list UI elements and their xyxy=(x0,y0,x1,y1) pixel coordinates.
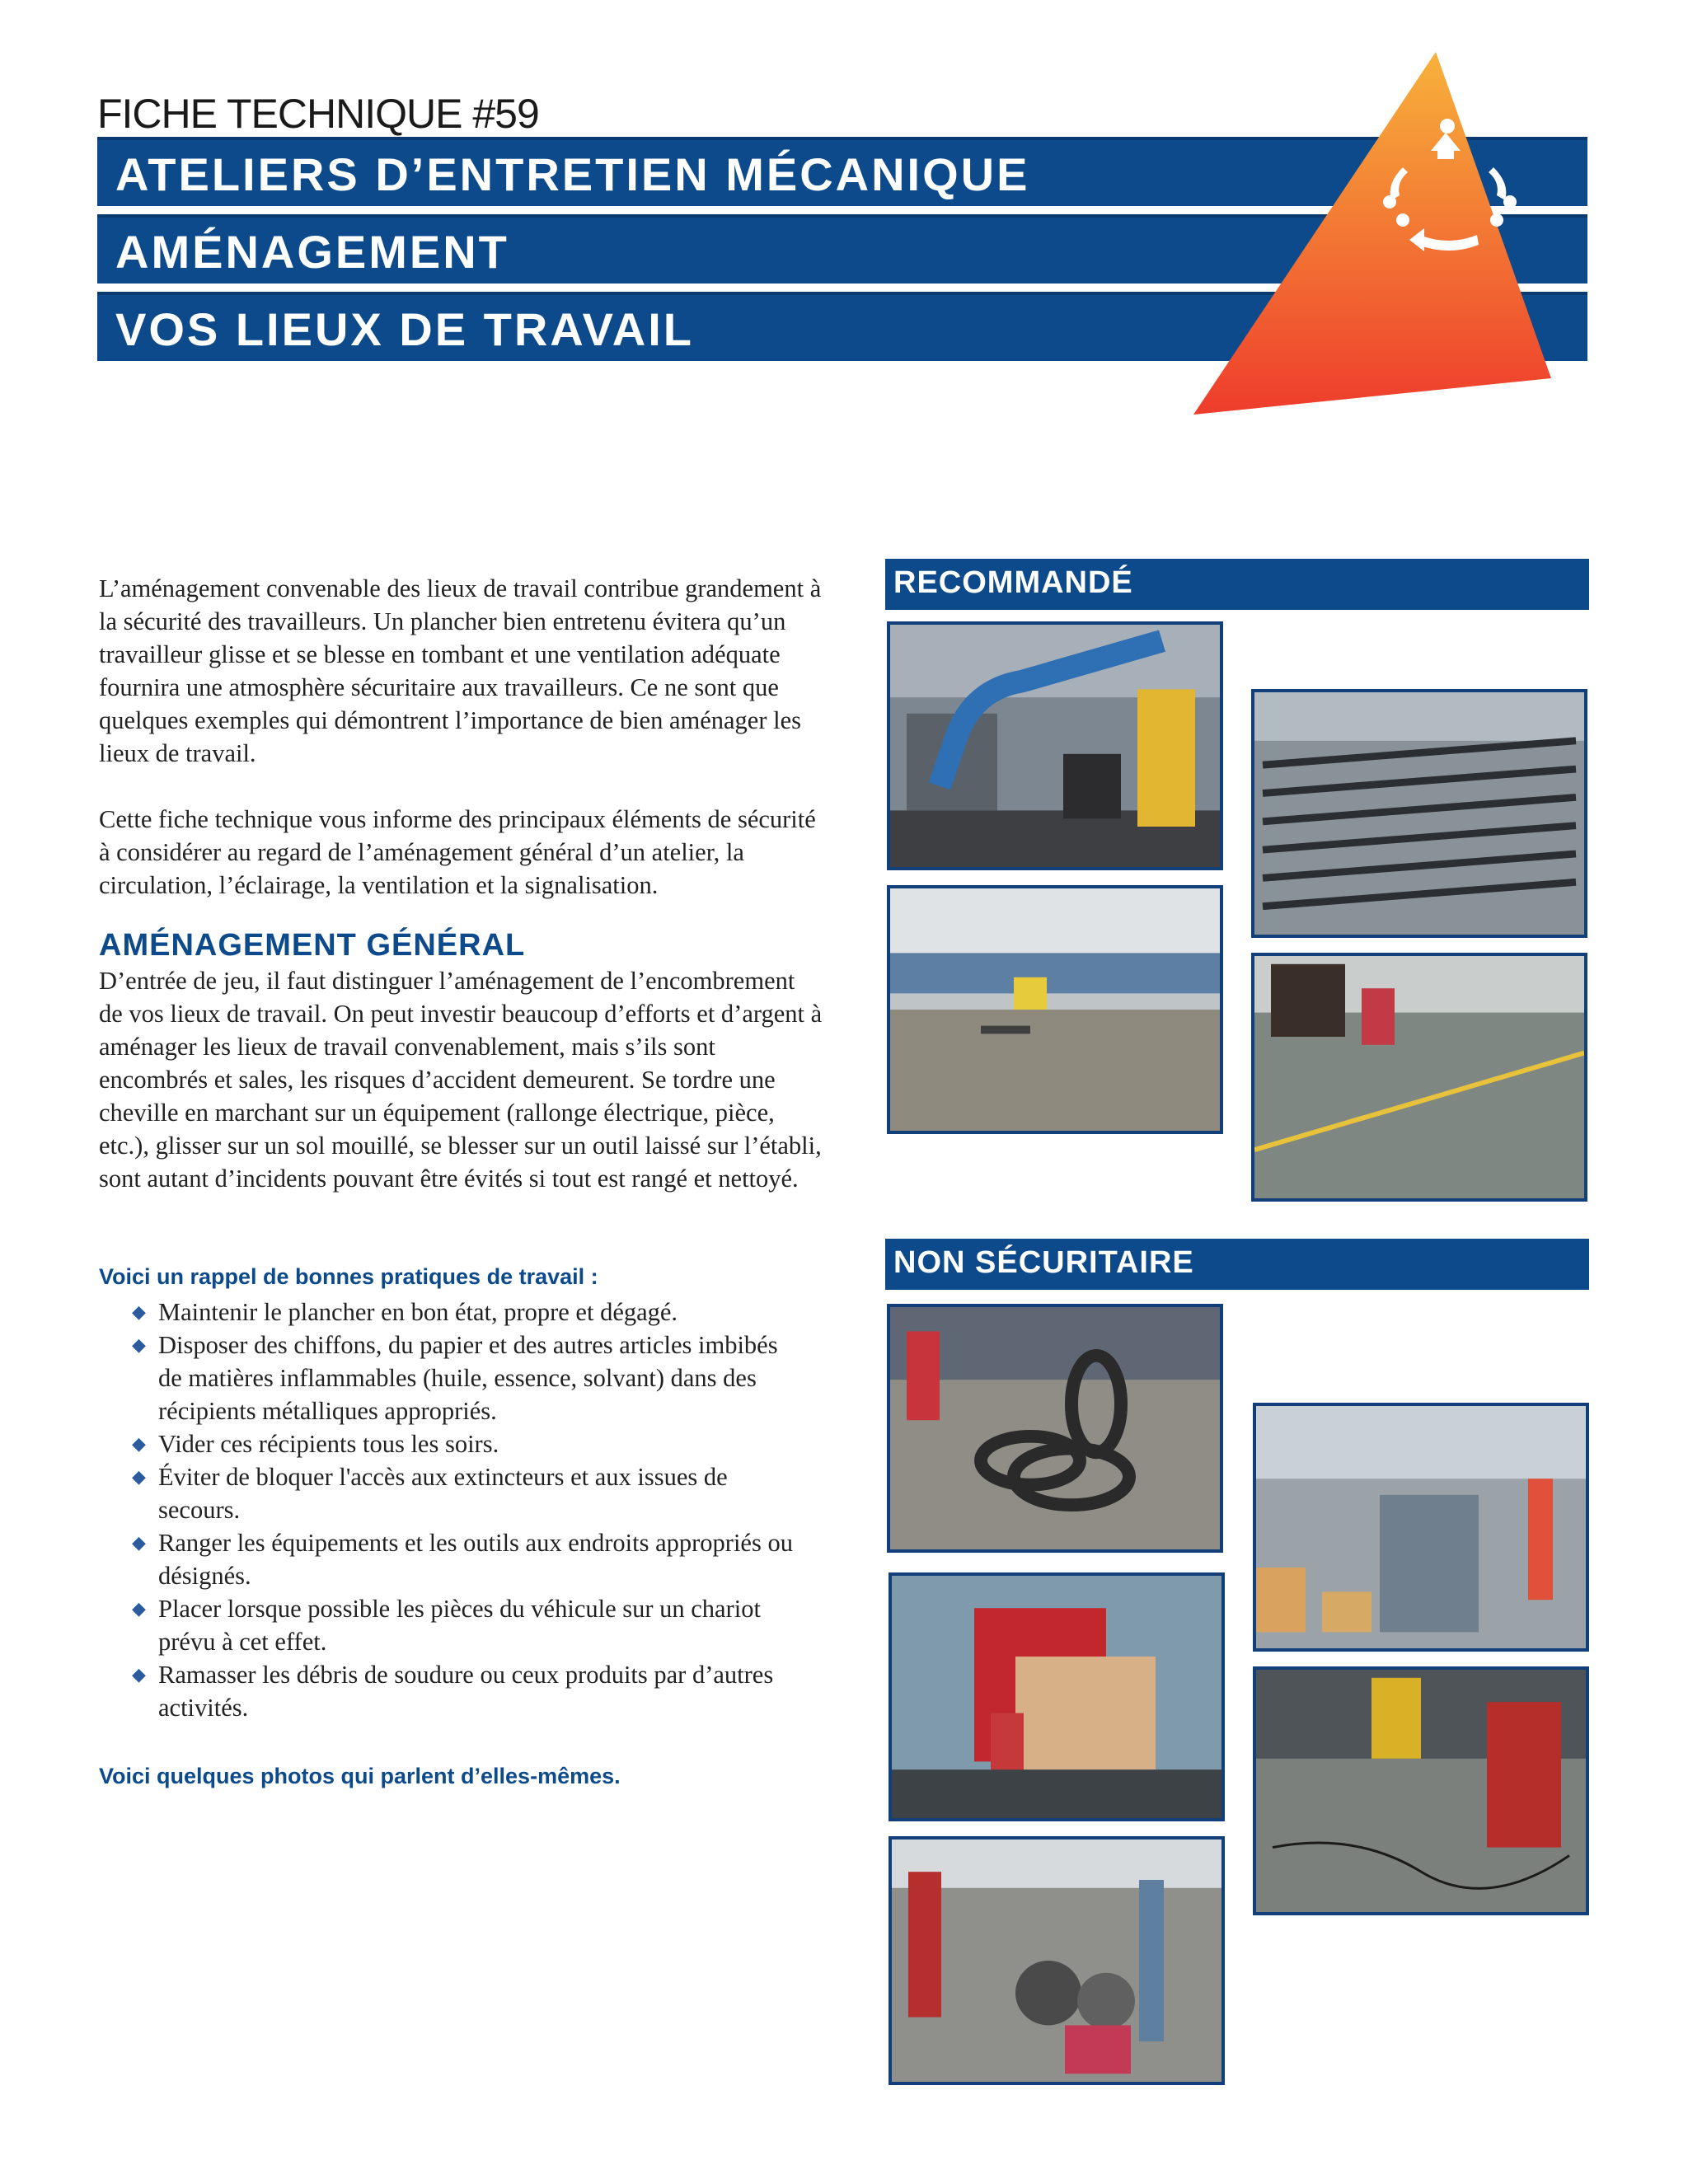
list-item-text: Placer lorsque possible les pièces du véhicule sur un chariot prévu à cet effet. xyxy=(158,1595,761,1656)
diamond-bullet-icon: ◆ xyxy=(132,1433,146,1454)
photo-tangled-hoses xyxy=(887,1304,1223,1553)
tips-list xyxy=(122,1296,806,1724)
title-line-3: VOS LIEUX DE TRAVAIL xyxy=(115,303,694,355)
list-item-text: Ramasser les débris de soudure ou ceux produits par d’autres activités. xyxy=(158,1661,774,1722)
document-type-label: FICHE TECHNIQUE #59 xyxy=(97,91,539,137)
photo-clean-garage-bay xyxy=(887,885,1223,1134)
list-item xyxy=(122,1296,806,1329)
photo-welding-station xyxy=(887,621,1223,870)
diamond-bullet-icon: ◆ xyxy=(132,1301,146,1322)
photo-blocked-equipment xyxy=(889,1572,1225,1821)
list-item-text: Éviter de bloquer l'accès aux extincteurs et aux issues de secours. xyxy=(158,1463,728,1524)
photo-crowded-shop xyxy=(889,1836,1225,2085)
intro-paragraph: L’aménagement convenable des lieux de travail contribue grandement à la sécurité des travailleurs. Un plancher bien entretenu évitera qu’un travailleur glisse et se blesse en tombant et une ventilation adéquate fournira une atmosphère sécuritaire aux travailleurs. Ce ne sont que quelques exemples qui démontrent l’importance de bien aménager les lieux de travail. xyxy=(99,574,822,767)
closing-line: Voici quelques photos qui parlent d’elles-mêmes. xyxy=(99,1764,621,1788)
diamond-bullet-icon: ◆ xyxy=(132,1466,146,1487)
list-item xyxy=(122,1526,806,1592)
recommended-section-bar xyxy=(885,559,1589,610)
diamond-bullet-icon: ◆ xyxy=(132,1532,146,1553)
triangle-recycling-logo-icon xyxy=(1187,45,1574,424)
diamond-bullet-icon: ◆ xyxy=(132,1664,146,1685)
unsafe-section-bar xyxy=(885,1239,1589,1290)
photo-cluttered-workbench xyxy=(1253,1403,1589,1652)
recommended-label: RECOMMANDÉ xyxy=(893,565,1133,600)
general-paragraph: D’entrée de jeu, il faut distinguer l’aménagement de l’encombrement de vos lieux de travail. On peut investir beaucoup d’efforts et d’argent à aménager les lieux de travail convenablement, mais s’ils sont encombrés et sales, les risques d’accident demeurent. Se tordre une cheville en marchant sur un équipement (rallonge électrique, pièce, etc.), glisser sur un sol mouillé, se blesser sur un outil laissé sur l’établi, sont autant d’incidents pouvant être évités si tout est rangé et nettoyé. xyxy=(99,967,823,1193)
scope-paragraph: Cette fiche technique vous informe des principaux éléments de sécurité à considérer au regard de l’aménagement général d’un atelier, la circulation, l’éclairage, la ventilation et la signalisation. xyxy=(99,805,816,899)
list-item xyxy=(122,1592,806,1658)
photo-storage-rack xyxy=(1251,689,1587,938)
title-line-1: ATELIERS D’ENTRETIEN MÉCANIQUE xyxy=(115,148,1030,200)
photo-marked-floor xyxy=(1251,953,1587,1202)
list-item-text: Maintenir le plancher en bon état, propre et dégagé. xyxy=(158,1298,678,1326)
list-item xyxy=(122,1329,806,1427)
diamond-bullet-icon: ◆ xyxy=(132,1334,146,1355)
section-heading: AMÉNAGEMENT GÉNÉRAL xyxy=(99,928,526,963)
photo-cables-on-floor xyxy=(1253,1666,1589,1915)
unsafe-label: NON SÉCURITAIRE xyxy=(893,1245,1194,1280)
list-item-text: Vider ces récipients tous les soirs. xyxy=(158,1430,499,1458)
list-item-text: Ranger les équipements et les outils aux endroits appropriés ou désignés. xyxy=(158,1529,793,1590)
list-item xyxy=(122,1658,806,1724)
list-item xyxy=(122,1427,806,1460)
list-item xyxy=(122,1460,806,1526)
diamond-bullet-icon: ◆ xyxy=(132,1598,146,1619)
title-line-2: AMÉNAGEMENT xyxy=(115,226,509,278)
list-item-text: Disposer des chiffons, du papier et des autres articles imbibés de matières inflammables (huile, essence, solvant) dans des récipients métalliques appropriés. xyxy=(158,1331,778,1425)
tips-title: Voici un rappel de bonnes pratiques de travail : xyxy=(99,1264,598,1289)
